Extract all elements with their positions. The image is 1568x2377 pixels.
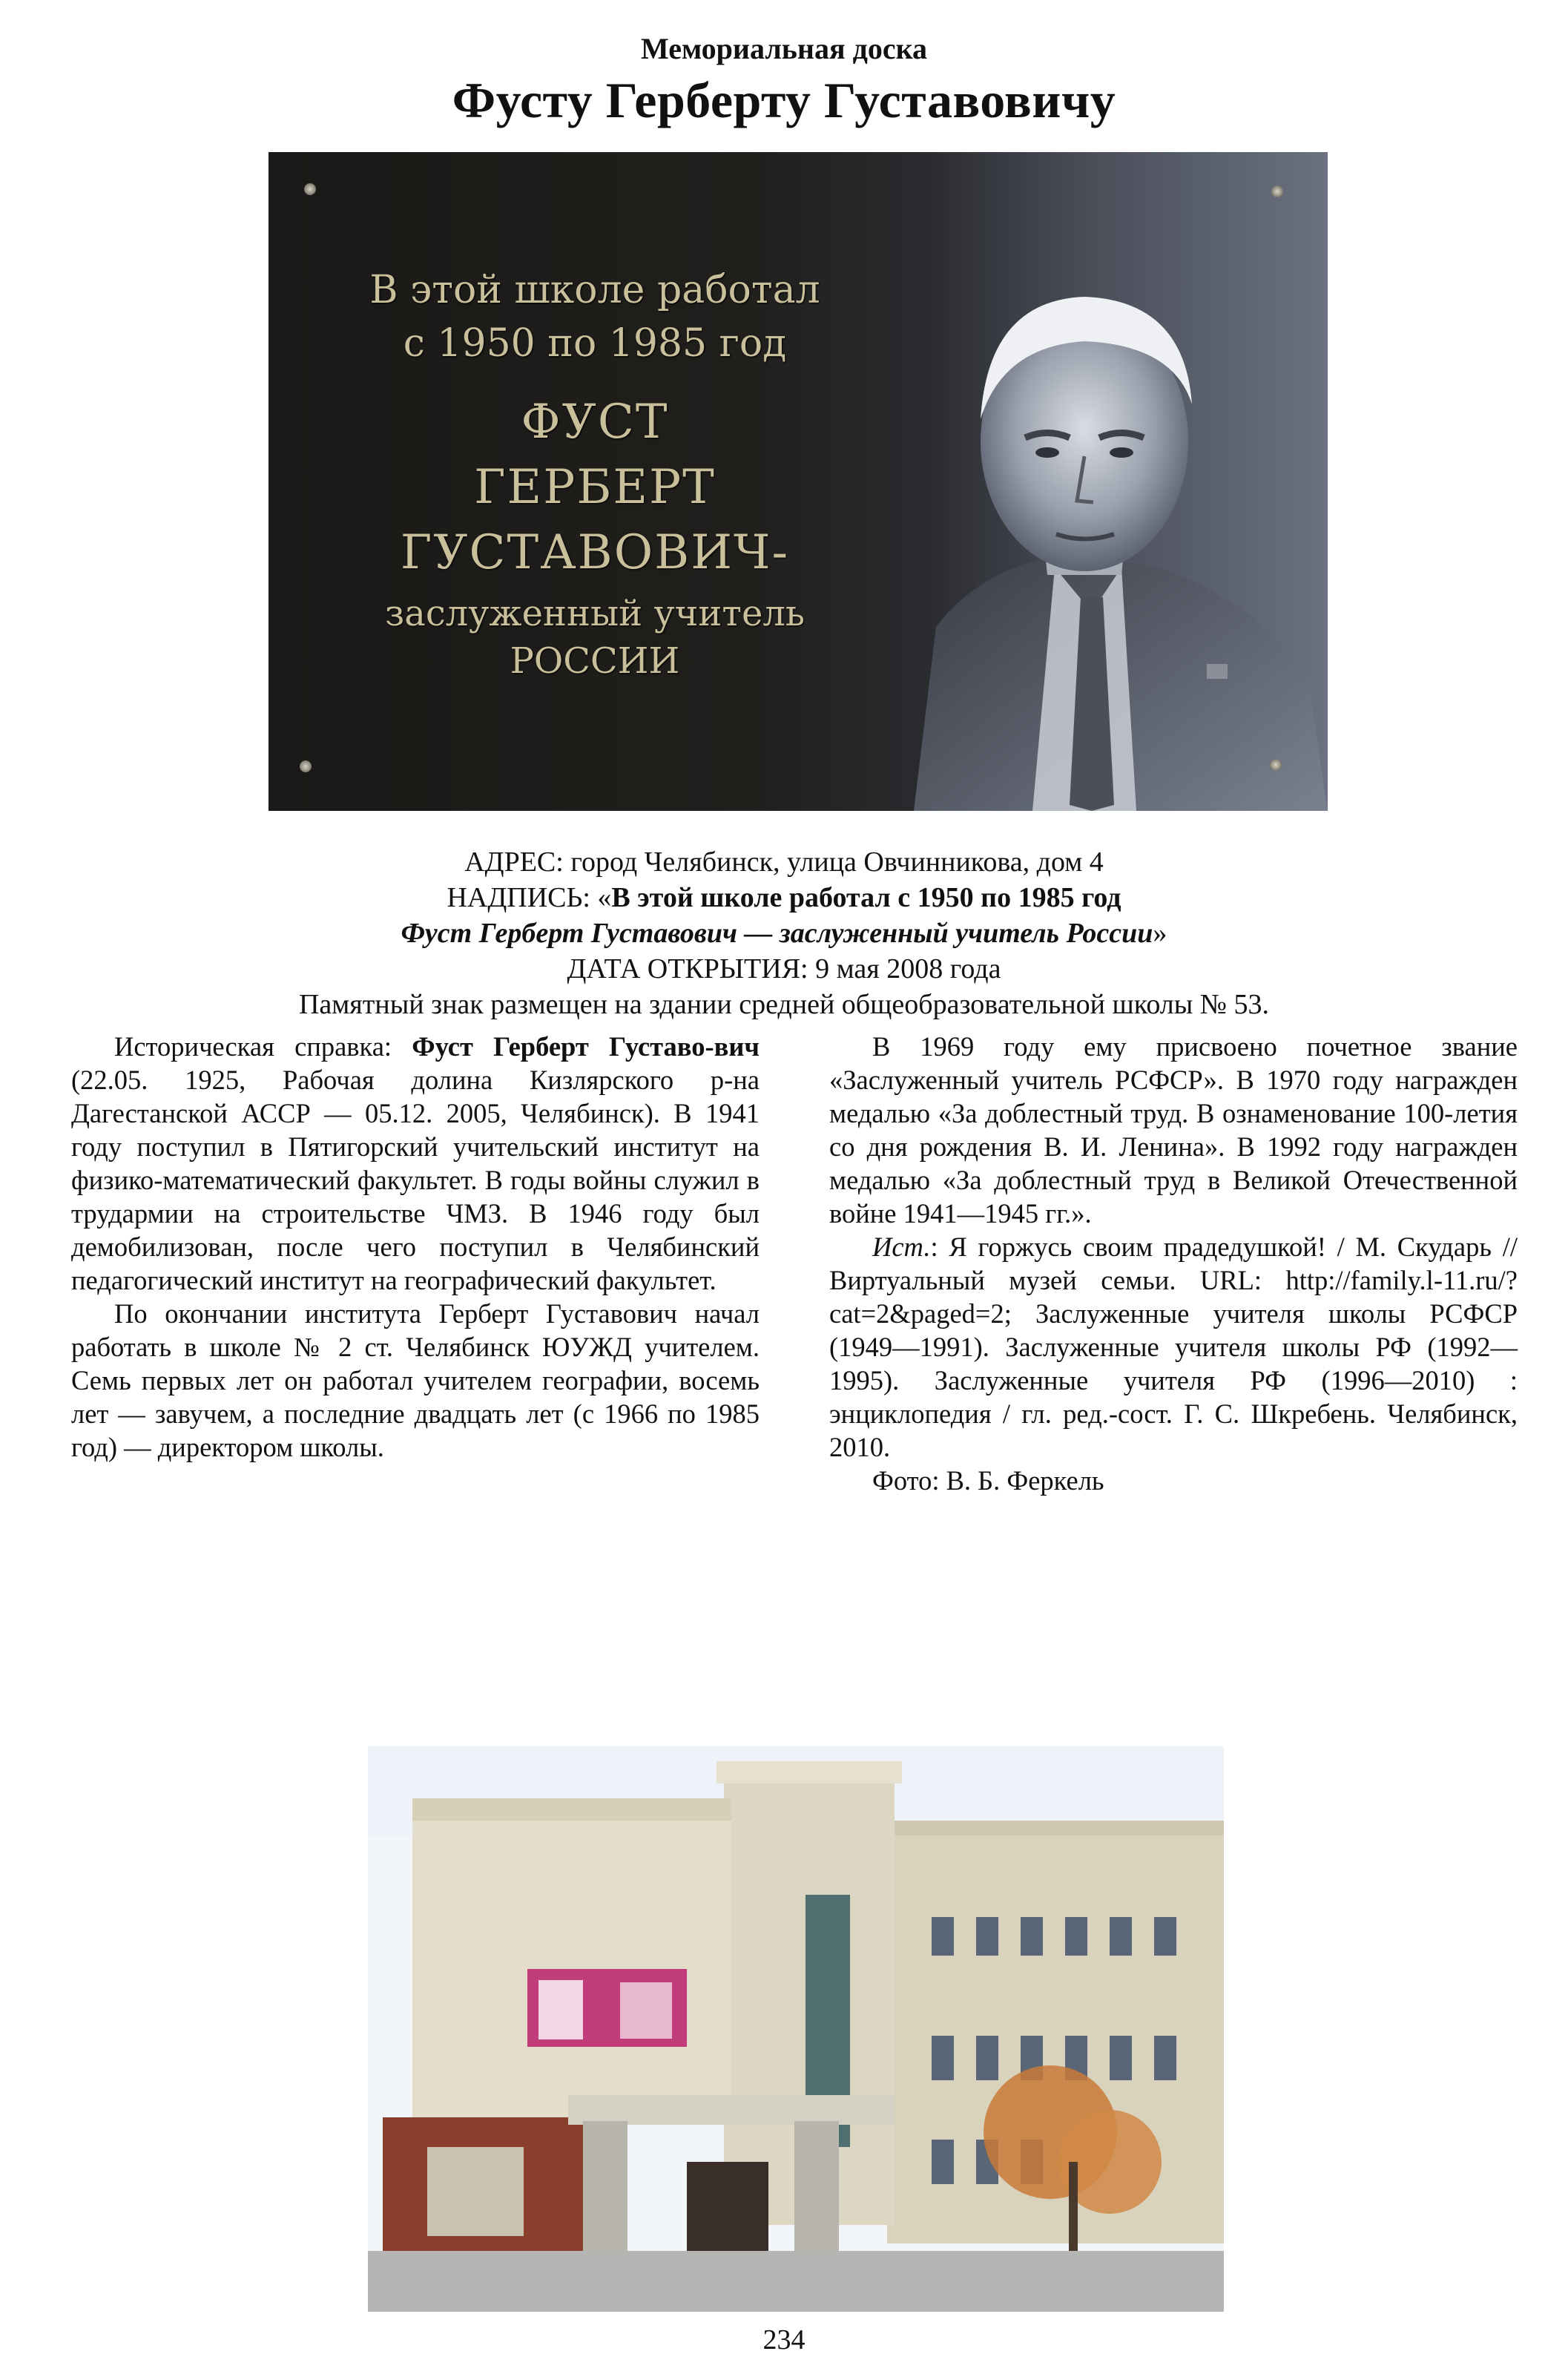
address-line: АДРЕС: город Челябинск, улица Овчинникова, дом 4 bbox=[464, 846, 1104, 878]
screw-icon bbox=[300, 760, 312, 772]
text-column-left bbox=[71, 1030, 760, 1464]
page-title: Фусту Герберту Густавовичу bbox=[452, 72, 1116, 128]
page-number: 234 bbox=[762, 2324, 806, 2355]
plaque-line-worked bbox=[298, 263, 892, 370]
plaque-patronymic: ГУСТАВОВИЧ- bbox=[400, 525, 790, 580]
screw-icon bbox=[1270, 759, 1282, 771]
memorial-plaque-photo bbox=[269, 152, 1328, 811]
location-note: Памятный знак размещен на здании средней общеобразовательной школы № 53. bbox=[298, 989, 1270, 1020]
opening-date: ДАТА ОТКРЫТИЯ: 9 мая 2008 года bbox=[567, 953, 1001, 984]
paragraph-sources: Ист.: Я горжусь своим прадедушкой! / М. Скударь // Виртуальный музей семьи. URL: http://family.l-11.ru/?cat=2&paged=2; Заслуженные учителя школы РСФСР (1949—1991). Заслуженные учителя школы РФ (1992—1995). Заслуженные учителя РФ (1996—2010) : энциклопедия / гл. ред.-сост. Г. С. Шкребень. Челябинск, 2010. bbox=[829, 1232, 1518, 1462]
plaque-name bbox=[298, 389, 892, 585]
plaque-title1: заслуженный учитель bbox=[385, 593, 805, 634]
school-building-photo bbox=[368, 1746, 1224, 2312]
text-column-right bbox=[829, 1030, 1518, 1497]
plaque-title2: РОССИИ bbox=[510, 640, 680, 682]
plaque-line2: с 1950 по 1985 год bbox=[403, 321, 787, 366]
page-subtitle: Мемориальная доска bbox=[640, 32, 928, 65]
plaque-surname: ФУСТ bbox=[521, 395, 669, 450]
paragraph-history: Историческая справка: Фуст Герберт Густаво-вич (22.05. 1925, Рабочая долина Кизлярского р-на Дагестанской АССР — 05.12. 2005, Челябинск). В 1941 году поступил в Пятигорский учительский институт на физико-математический факультет. В годы войны служил в трудармии на строительстве ЧМЗ. В 1946 году был демобилизован, после чего поступил в Челябинский педагогический институт на географический факультет. bbox=[71, 1031, 760, 1295]
screw-icon bbox=[1271, 185, 1283, 197]
screw-icon bbox=[304, 183, 316, 195]
plaque-title bbox=[298, 590, 892, 685]
plaque-firstname: ГЕРБЕРТ bbox=[474, 460, 716, 515]
inscription-line2: Фуст Герберт Густавович — заслуженный учитель России» bbox=[401, 918, 1167, 949]
plaque-line1: В этой школе работал bbox=[369, 268, 820, 312]
inscription-line1: НАДПИСЬ: «В этой школе работал с 1950 по 1985 год bbox=[447, 882, 1121, 913]
paragraph-awards: В 1969 году ему присвоено почетное звание «Заслуженный учитель РСФСР». В 1970 году награжден медалью «За доблестный труд. В ознаменование 100-летия со дня рождения В. И. Ленина». В 1992 году награжден медалью «За доблестный труд в Великой Отечественной войне 1941—1945 гг.». bbox=[829, 1031, 1518, 1229]
paragraph-career: По окончании института Герберт Густавович начал работать в школе № 2 ст. Челябинск ЮУЖД учителем. Семь первых лет он работал учителем географии, восемь лет — завучем, а последние двадцать лет (с 1966 по 1985 год) — директором школы. bbox=[71, 1298, 760, 1462]
photo-credit: Фото: В. Б. Феркель bbox=[872, 1465, 1104, 1496]
